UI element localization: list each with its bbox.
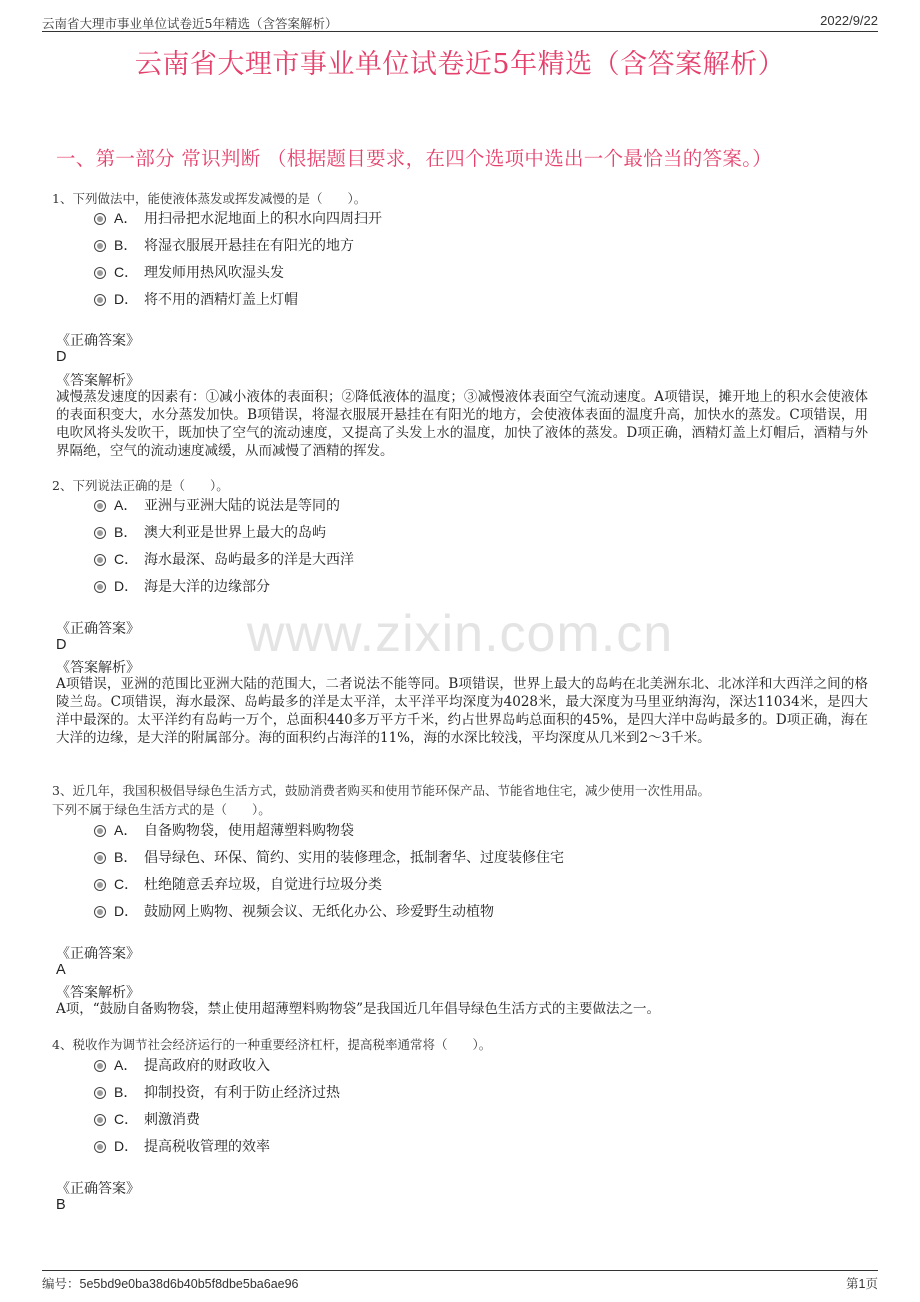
- option-letter: B．: [114, 1084, 138, 1100]
- option-letter: D．: [114, 1138, 139, 1154]
- option-text: 理发师用热风吹湿头发: [144, 265, 284, 281]
- section-title: 一、第一部分 常识判断 （根据题目要求，在四个选项中选出一个最恰当的答案。）: [56, 147, 773, 170]
- option-letter: A．: [114, 822, 138, 838]
- page-footer: [42, 1270, 878, 1292]
- correct-answer-value: D: [56, 637, 67, 653]
- analysis-text: 减慢蒸发速度的因素有：①减小液体的表面积；②降低液体的温度；③减慢液体表面空气流动速度。A项错误，摊开地上的积水会使液体的表面积变大，水分蒸发加快。B项错误，将湿衣服展开悬挂在有阳光的地方，会使液体表面的温度升高，加快水的蒸发。C项错误，用电吹风将头发吹干，既加快了空气的流动速度，又提高了头发上水的温度，加快了液体的蒸发。D项正确，酒精灯盖上灯帽后，酒精与外界隔绝，空气的流动速度减缓，从而减慢了酒精的挥发。: [56, 389, 868, 459]
- option-letter: B．: [114, 849, 138, 865]
- option-text: 用扫帚把水泥地面上的积水向四周扫开: [144, 211, 382, 227]
- page-indicator: [846, 1274, 878, 1292]
- option-letter: C．: [114, 1111, 139, 1127]
- option-letter: B．: [114, 237, 138, 253]
- radio-icon[interactable]: [94, 879, 106, 891]
- option-text: 将湿衣服展开悬挂在有阳光的地方: [144, 238, 354, 254]
- option-text: 提高税收管理的效率: [144, 1139, 270, 1155]
- option-letter: B．: [114, 524, 138, 540]
- option-letter: A．: [114, 1057, 138, 1073]
- question-stem: 2、下列说法正确的是（ ）。: [52, 478, 229, 493]
- question-stem: 3、近几年，我国积极倡导绿色生活方式，鼓励消费者购买和使用节能环保产品、节能省地住宅，减少使用一次性用品。: [52, 783, 710, 798]
- correct-answer-value: B: [56, 1197, 66, 1213]
- option-text: 抑制投资，有利于防止经济过热: [144, 1085, 340, 1101]
- option-letter: C．: [114, 551, 139, 567]
- radio-icon[interactable]: [94, 213, 106, 225]
- correct-answer-value: D: [56, 349, 67, 365]
- radio-icon[interactable]: [94, 267, 106, 279]
- radio-icon[interactable]: [94, 240, 106, 252]
- option-letter: D．: [114, 578, 139, 594]
- analysis-label: 《答案解析》: [56, 660, 140, 676]
- option-text: 海是大洋的边缘部分: [144, 579, 270, 595]
- option-text: 澳大利亚是世界上最大的岛屿: [144, 525, 326, 541]
- question-stem: 1、下列做法中，能使液体蒸发或挥发减慢的是（ ）。: [52, 191, 367, 206]
- radio-icon[interactable]: [94, 1087, 106, 1099]
- radio-icon[interactable]: [94, 554, 106, 566]
- radio-icon[interactable]: [94, 294, 106, 306]
- radio-icon[interactable]: [94, 906, 106, 918]
- option-letter: C．: [114, 876, 139, 892]
- option-text: 将不用的酒精灯盖上灯帽: [144, 292, 298, 308]
- option-text: 刺激消费: [144, 1112, 200, 1128]
- correct-answer-label: 《正确答案》: [56, 333, 140, 349]
- option-letter: A．: [114, 210, 138, 226]
- option-letter: C．: [114, 264, 139, 280]
- option-text: 亚洲与亚洲大陆的说法是等同的: [144, 498, 340, 514]
- analysis-text: A项，“鼓励自备购物袋，禁止使用超薄塑料购物袋”是我国近几年倡导绿色生活方式的主要做法之一。: [56, 1001, 661, 1017]
- question-stem: 4、税收作为调节社会经济运行的一种重要经济杠杆，提高税率通常将（ ）。: [52, 1037, 492, 1052]
- page-number: 1: [858, 1277, 866, 1291]
- header-doc-title: 云南省大理市事业单位试卷近5年精选（含答案解析）: [42, 16, 338, 31]
- option-text: 提高政府的财政收入: [144, 1058, 270, 1074]
- header-date: 2022/9/22: [820, 13, 878, 28]
- radio-icon[interactable]: [94, 852, 106, 864]
- radio-icon[interactable]: [94, 1114, 106, 1126]
- option-text: 鼓励网上购物、视频会议、无纸化办公、珍爱野生动植物: [144, 904, 494, 920]
- page-prefix: 第: [846, 1276, 859, 1291]
- radio-icon[interactable]: [94, 1060, 106, 1072]
- analysis-text: A项错误，亚洲的范围比亚洲大陆的范围大，二者说法不能等同。B项错误，世界上最大的岛屿在北美洲东北、北冰洋和大西洋之间的格陵兰岛。C项错误，海水最深、岛屿最多的洋是太平洋，太平洋平均深度为4028米，最大深度为马里亚纳海沟，深达11034米，是四大洋中最深的。太平洋约有岛屿一万个，总面积440多万平方千米，约占世界岛屿总面积的45%，是四大洋中岛屿最多的。D项正确，海在大洋的边缘，是大洋的附属部分。海的面积约占海洋的11%，海的水深比较浅，平均深度从几米到2～3千米。: [56, 676, 868, 746]
- correct-answer-label: 《正确答案》: [56, 1181, 140, 1197]
- radio-icon[interactable]: [94, 527, 106, 539]
- correct-answer-label: 《正确答案》: [56, 621, 140, 637]
- option-text: 海水最深、岛屿最多的洋是大西洋: [144, 552, 354, 568]
- analysis-label: 《答案解析》: [56, 985, 140, 1001]
- document-id-label: 编号：: [42, 1276, 80, 1291]
- radio-icon[interactable]: [94, 1141, 106, 1153]
- option-letter: A．: [114, 497, 138, 513]
- document-id: [42, 1274, 299, 1292]
- correct-answer-value: A: [56, 962, 66, 978]
- analysis-label: 《答案解析》: [56, 373, 140, 389]
- question-stem-line2: 下列不属于绿色生活方式的是（ ）。: [52, 802, 271, 817]
- document-id-value: 5e5bd9e0ba38d6b40b5f8dbe5ba6ae96: [79, 1277, 299, 1291]
- watermark: www.zixin.com.cn: [246, 605, 674, 663]
- option-text: 自备购物袋，使用超薄塑料购物袋: [144, 823, 354, 839]
- option-letter: D．: [114, 291, 139, 307]
- radio-icon[interactable]: [94, 500, 106, 512]
- radio-icon[interactable]: [94, 581, 106, 593]
- page-suffix: 页: [865, 1276, 878, 1291]
- document-title: 云南省大理市事业单位试卷近5年精选（含答案解析）: [134, 49, 786, 80]
- option-letter: D．: [114, 903, 139, 919]
- correct-answer-label: 《正确答案》: [56, 946, 140, 962]
- radio-icon[interactable]: [94, 825, 106, 837]
- option-text: 倡导绿色、环保、简约、实用的装修理念，抵制奢华、过度装修住宅: [144, 850, 564, 866]
- option-text: 杜绝随意丢弃垃圾，自觉进行垃圾分类: [144, 877, 382, 893]
- page-header: [42, 12, 878, 32]
